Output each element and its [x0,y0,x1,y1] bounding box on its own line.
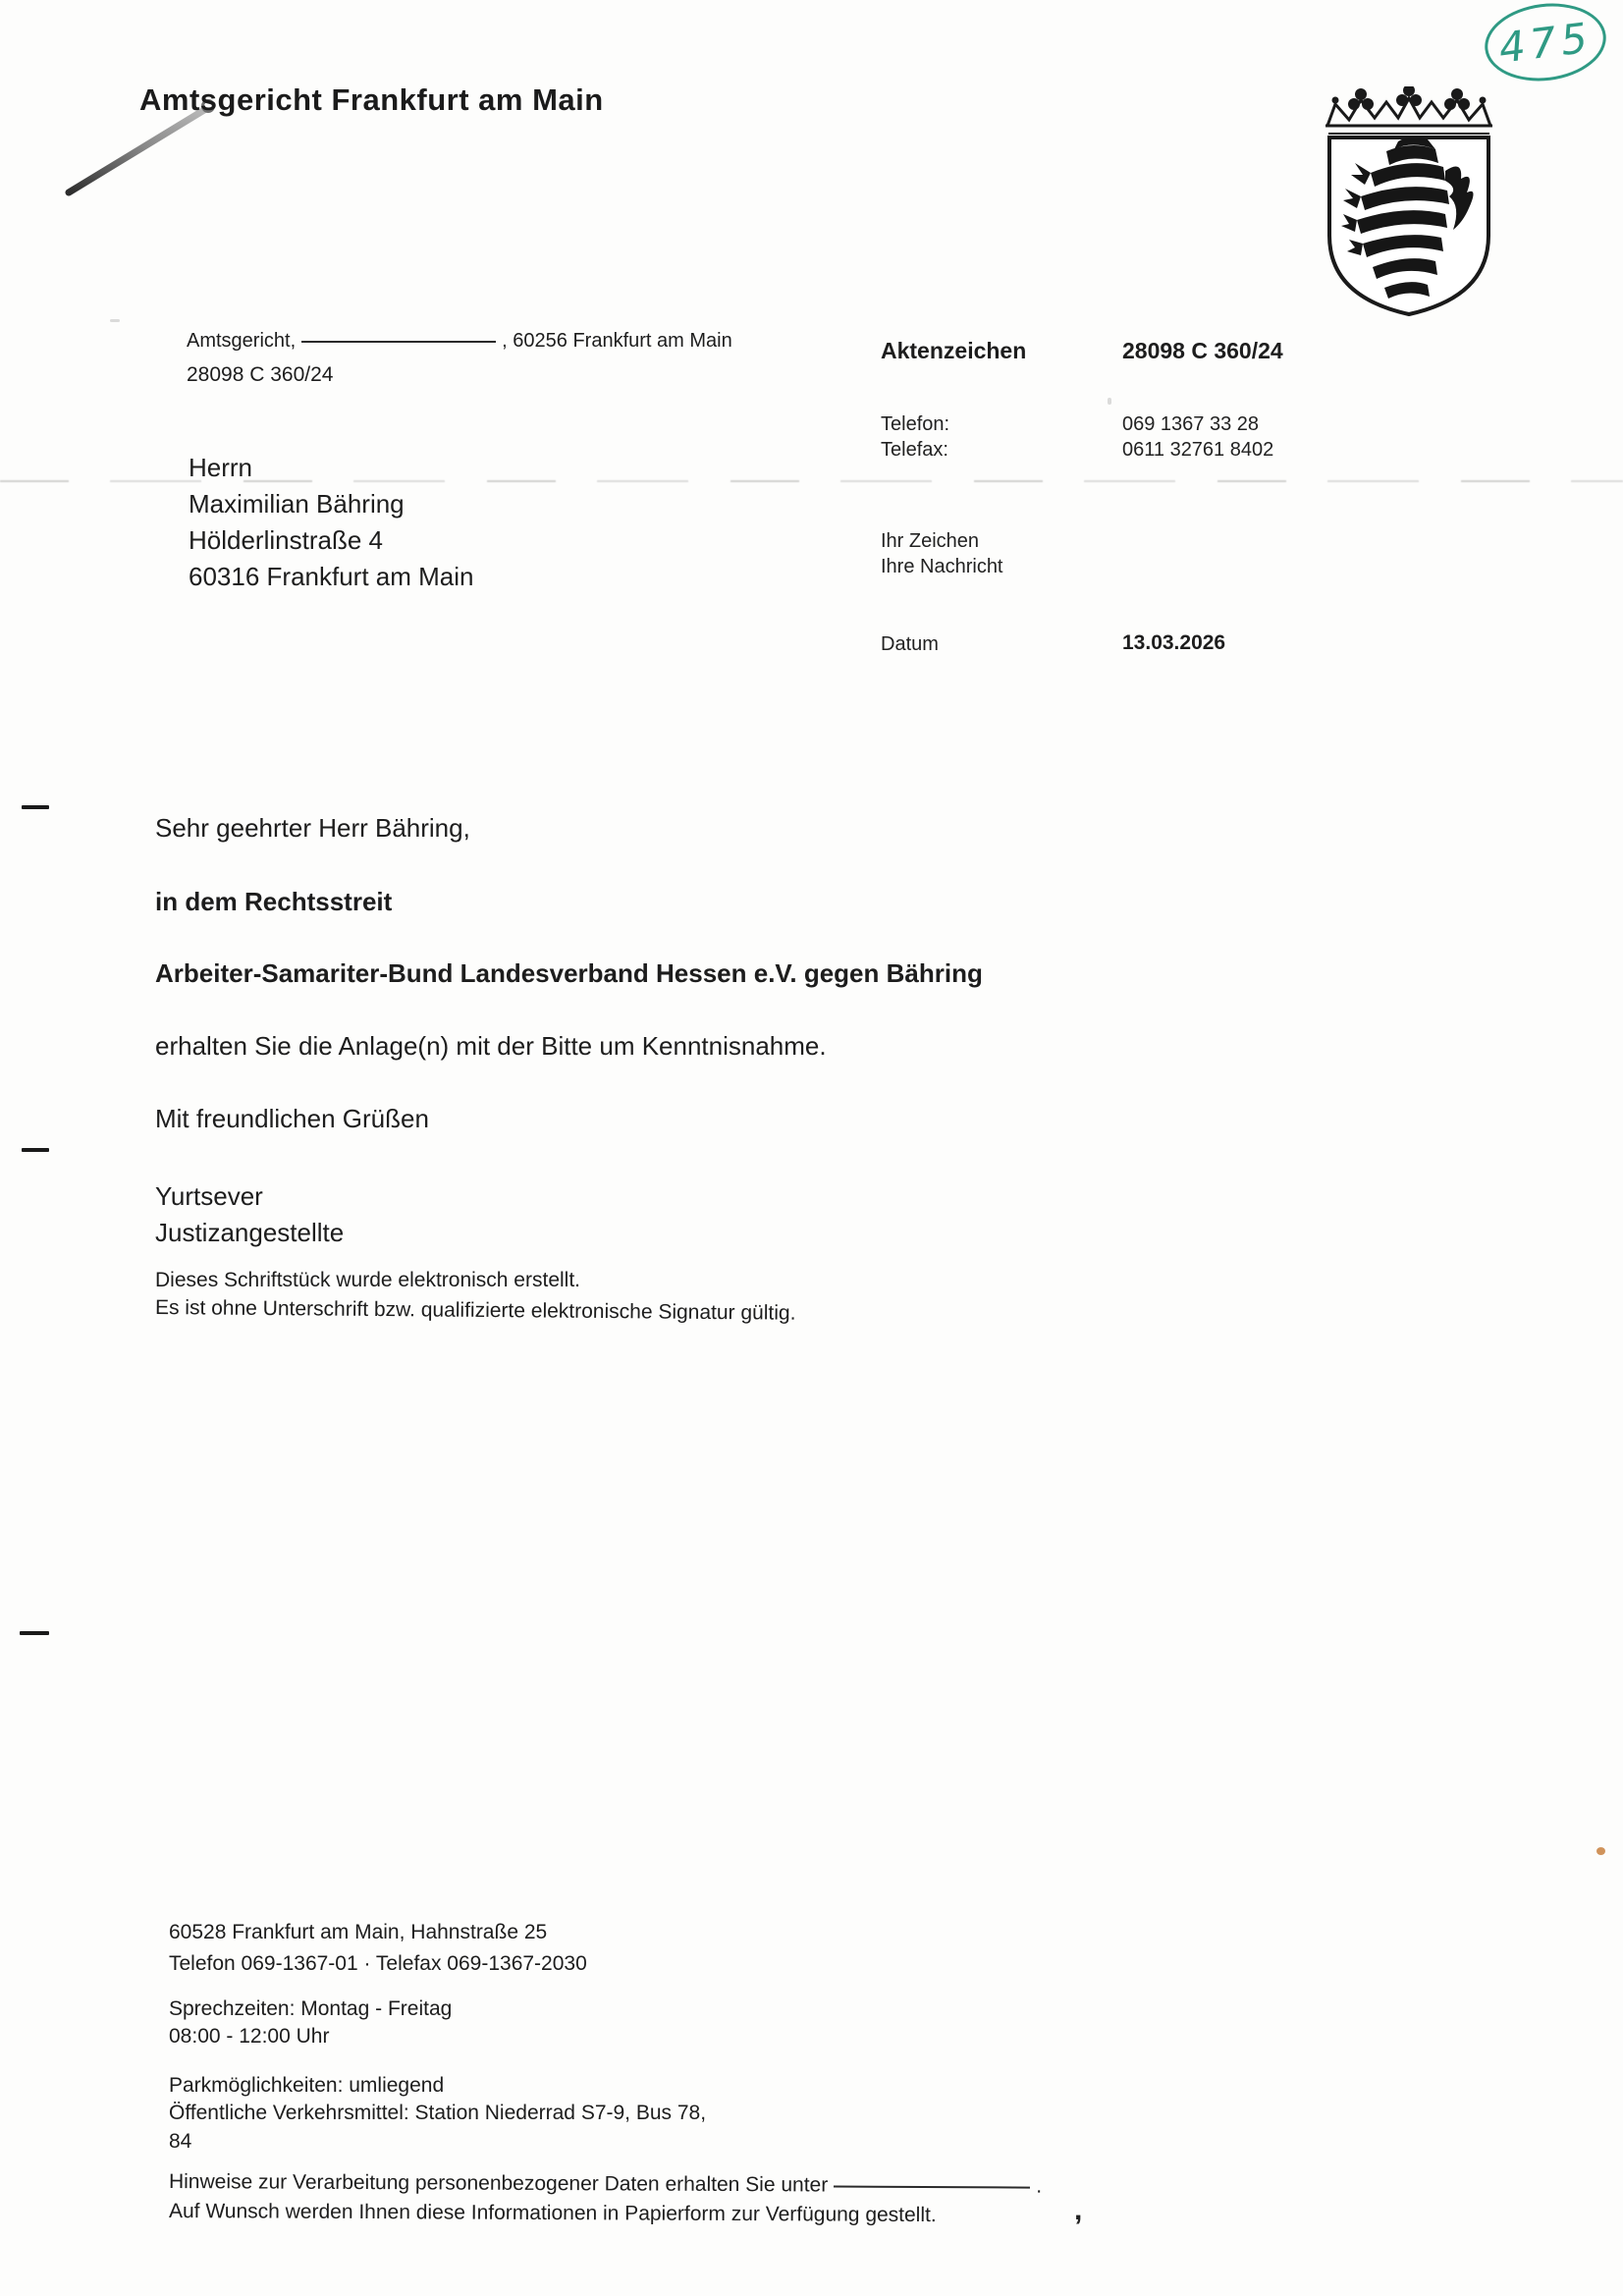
footer-address: 60528 Frankfurt am Main, Hahnstraße 25 [169,1921,548,1943]
dispute-intro: in dem Rechtsstreit [155,887,393,916]
page-title: Amtsgericht Frankfurt am Main [139,82,604,117]
telefon-value: 069 1367 33 28 [1122,413,1260,435]
salutation: Sehr geehrter Herr Bähring, [155,813,470,843]
handwritten-page-number: 475 [1481,0,1611,87]
footer-parking: Parkmöglichkeiten: umliegend [169,2074,445,2097]
punch-center-mark [22,1148,49,1152]
privacy-suffix: . [1036,2174,1043,2198]
datum-value: 13.03.2026 [1122,631,1226,654]
ihre-nachricht-label: Ihre Nachricht [881,556,1003,577]
recipient-line: Hölderlinstraße 4 [189,525,383,555]
footer-hours-line1: Sprechzeiten: Montag - Freitag [169,1997,453,2020]
datum-label: Datum [881,633,939,655]
privacy-prefix: Hinweise zur Verarbeitung personenbezogener Daten erhalten Sie unter [168,2170,829,2197]
aktenzeichen-label: Aktenzeichen [881,338,1027,363]
telefax-label: Telefax: [881,439,948,461]
sender-case-number: 28098 C 360/24 [187,363,334,386]
scan-speck [110,319,120,322]
fold-mark [22,805,49,809]
signer-role: Justizangestellte [155,1218,345,1247]
case-title: Arbeiter-Samariter-Bund Landesverband Hessen e.V. gegen Bähring [155,958,983,988]
fold-mark [20,1631,49,1635]
footer-privacy-line1 [169,2170,1042,2199]
telefax-value: 0611 32761 8402 [1122,439,1274,461]
recipient-line: Herrn [189,453,253,482]
signer-name: Yurtsever [155,1181,263,1211]
footer-phone-fax: Telefon 069-1367-01 · Telefax 069-1367-2030 [169,1952,587,1975]
orange-dot-artifact [1596,1847,1605,1855]
hessen-coat-of-arms-icon [1316,86,1502,325]
aktenzeichen-value: 28098 C 360/24 [1122,338,1283,363]
telefon-label: Telefon: [881,413,950,435]
scan-artifact-line [0,480,1623,482]
recipient-line: 60316 Frankfurt am Main [189,562,474,591]
blank-underline [301,340,496,343]
message-line: erhalten Sie die Anlage(n) mit der Bitte um Kenntnisnahme. [155,1031,827,1061]
ihr-zeichen-label: Ihr Zeichen [881,530,980,552]
electronic-note-line2: Es ist ohne Unterschrift bzw. qualifizierte elektronische Signatur gültig. [154,1296,796,1325]
sender-prefix: Amtsgericht, [187,330,297,352]
scan-speck [1108,398,1111,405]
footer-transit-line1: Öffentliche Verkehrsmittel: Station Niederrad S7-9, Bus 78, [169,2102,707,2124]
footer-transit-line2: 84 [169,2130,192,2153]
sender-suffix: , 60256 Frankfurt am Main [502,330,732,352]
stray-comma-artifact: , [1074,2194,1083,2226]
footer-privacy-line2: Auf Wunsch werden Ihnen diese Informationen in Papierform zur Verfügung gestellt. [168,2200,937,2227]
blank-underline [834,2185,1030,2189]
recipient-address [189,450,473,595]
electronic-note-line1: Dieses Schriftstück wurde elektronisch erstellt. [155,1269,580,1291]
recipient-line: Maximilian Bähring [189,489,405,519]
footer-hours-line2: 08:00 - 12:00 Uhr [169,2025,330,2048]
closing-line: Mit freundlichen Grüßen [155,1104,429,1133]
sender-reference-line [187,330,732,353]
